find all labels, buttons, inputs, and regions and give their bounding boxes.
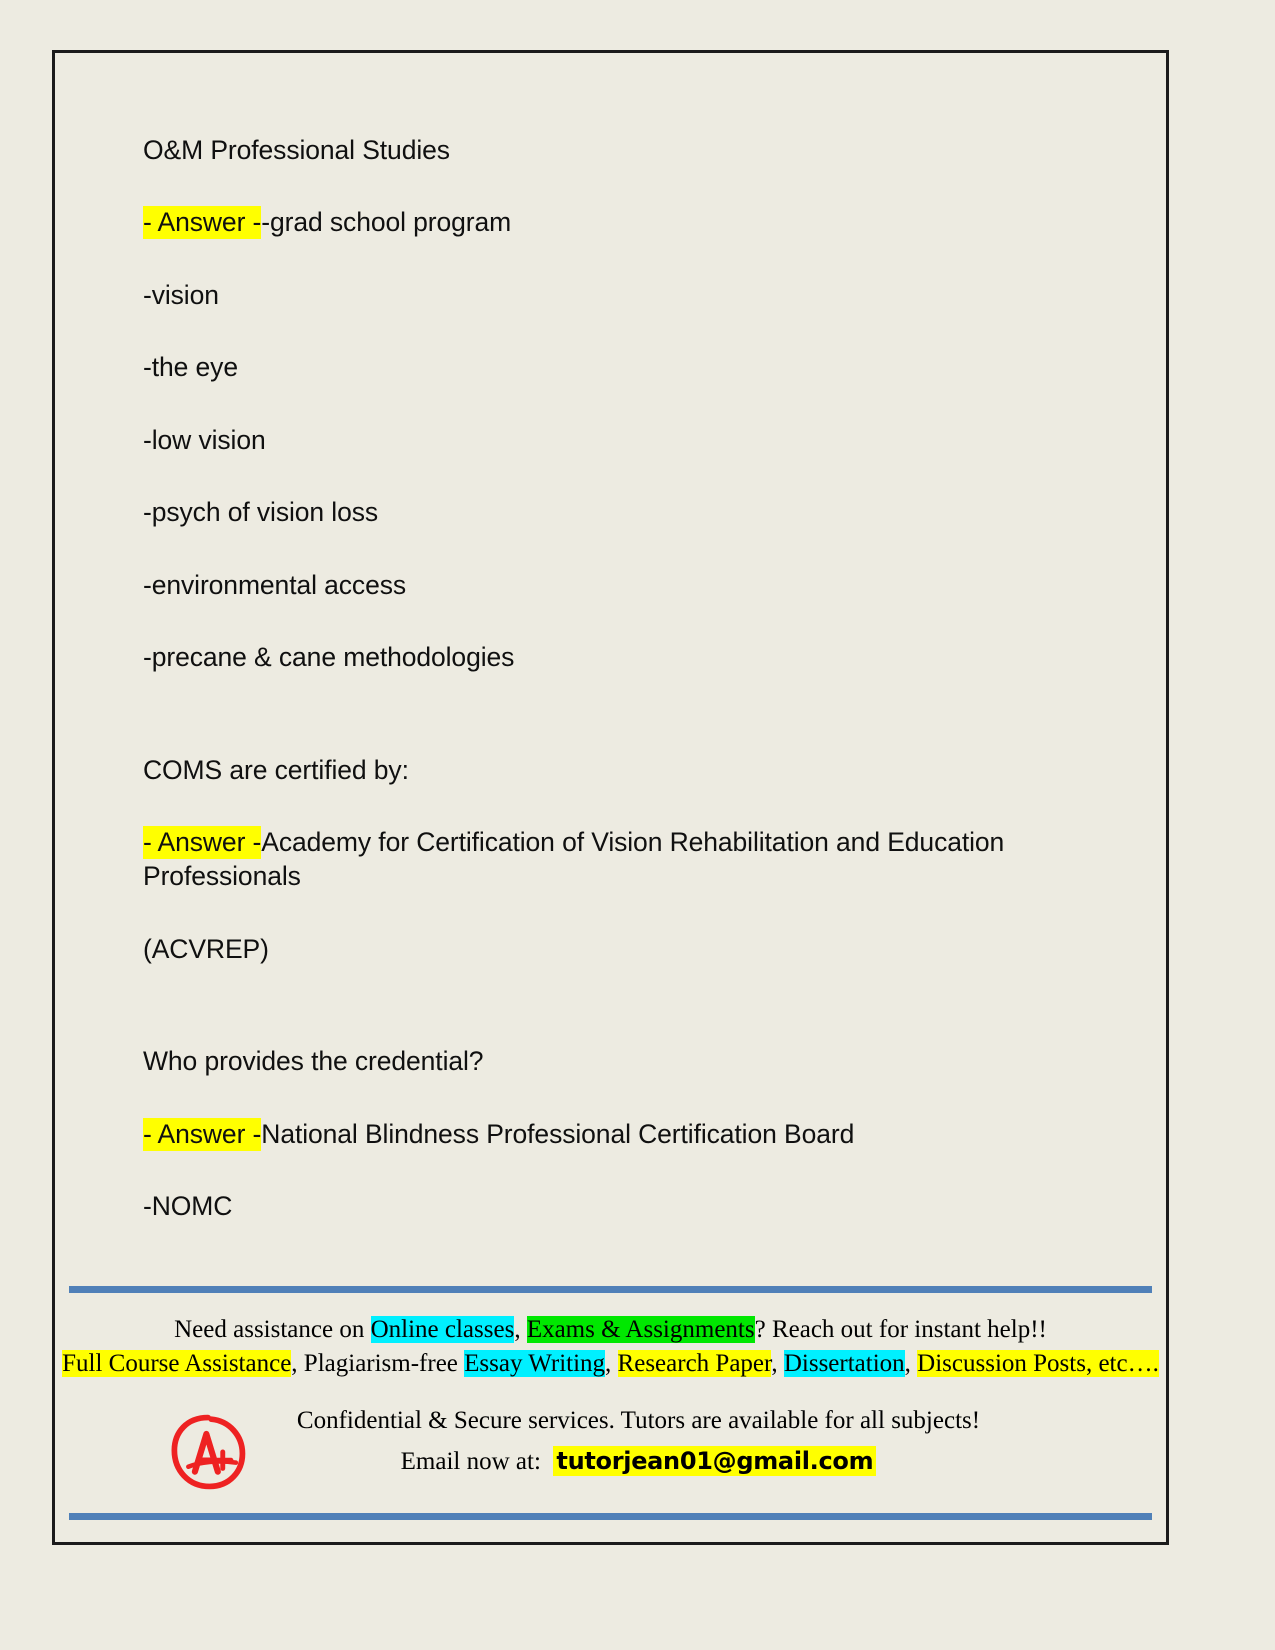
footer-text-need: Need assistance on xyxy=(174,1316,371,1343)
footer-tagline-1 xyxy=(55,1315,1166,1346)
footer-highlight-research-paper: Research Paper xyxy=(617,1349,772,1377)
answer-3-line xyxy=(143,1117,1083,1151)
question-1: O&M Professional Studies xyxy=(143,135,450,165)
a-plus-grade-icon xyxy=(167,1411,249,1493)
bullet-psych-vision-loss: -psych of vision loss xyxy=(143,497,379,528)
promo-footer xyxy=(55,1286,1166,1520)
footer-top-rule xyxy=(69,1286,1152,1293)
document-body xyxy=(143,133,1083,1262)
footer-highlight-discussion-posts: Discussion Posts, etc…. xyxy=(917,1349,1159,1377)
footer-contact-block xyxy=(55,1405,1166,1513)
answer-label-2: - Answer - xyxy=(143,826,262,857)
footer-highlight-dissertation: Dissertation xyxy=(783,1349,905,1377)
footer-highlight-essay-writing: Essay Writing xyxy=(464,1349,606,1377)
footer-confidential-text: Confidential & Secure services. Tutors are available for all subjects! xyxy=(296,1407,981,1434)
bullet-the-eye: -the eye xyxy=(143,352,238,383)
bullet-environmental-access: -environmental access xyxy=(143,569,407,600)
answer-text-1: -grad school program xyxy=(261,207,512,238)
answer-label-1: - Answer - xyxy=(143,207,262,238)
answer-2-abbreviation: (ACVREP) xyxy=(143,933,269,964)
answer-label-3: - Answer - xyxy=(143,1118,262,1149)
answer-2-line xyxy=(143,825,1083,894)
answer-text-2: Academy for Certification of Vision Rehabilitation and Education Professionals xyxy=(143,826,1005,892)
footer-text-reachout: ? Reach out for instant help!! xyxy=(754,1316,1047,1343)
footer-email-address[interactable]: tutorjean01@gmail.com xyxy=(553,1446,876,1476)
footer-highlight-exams-assignments: Exams & Assignments xyxy=(526,1316,755,1343)
footer-comma-3: , xyxy=(771,1349,784,1377)
bullet-precane-cane: -precane & cane methodologies xyxy=(143,642,515,673)
footer-comma-2: , xyxy=(605,1349,618,1377)
section-spacer-1 xyxy=(143,713,1083,753)
answer-3-extra: -NOMC xyxy=(143,1191,233,1222)
document-page xyxy=(52,50,1169,1545)
answer-text-3: National Blindness Professional Certification Board xyxy=(261,1118,855,1149)
section-spacer-2 xyxy=(143,1004,1083,1044)
question-3: Who provides the credential? xyxy=(143,1046,484,1077)
footer-email-prefix: Email now at: xyxy=(400,1448,541,1476)
footer-highlight-full-course-assistance: Full Course Assistance xyxy=(62,1349,292,1377)
footer-comma-4: , xyxy=(904,1349,918,1377)
bullet-low-vision: -low vision xyxy=(143,424,266,455)
question-2: COMS are certified by: xyxy=(143,754,409,785)
bullet-vision: -vision xyxy=(143,279,219,310)
footer-bottom-rule xyxy=(69,1513,1152,1520)
footer-comma-1: , xyxy=(514,1316,527,1343)
footer-tagline-2 xyxy=(55,1349,1166,1380)
answer-1-line xyxy=(143,205,1083,239)
footer-highlight-online-classes: Online classes xyxy=(370,1316,515,1343)
footer-text-plagiarism-free: , Plagiarism-free xyxy=(291,1349,465,1377)
